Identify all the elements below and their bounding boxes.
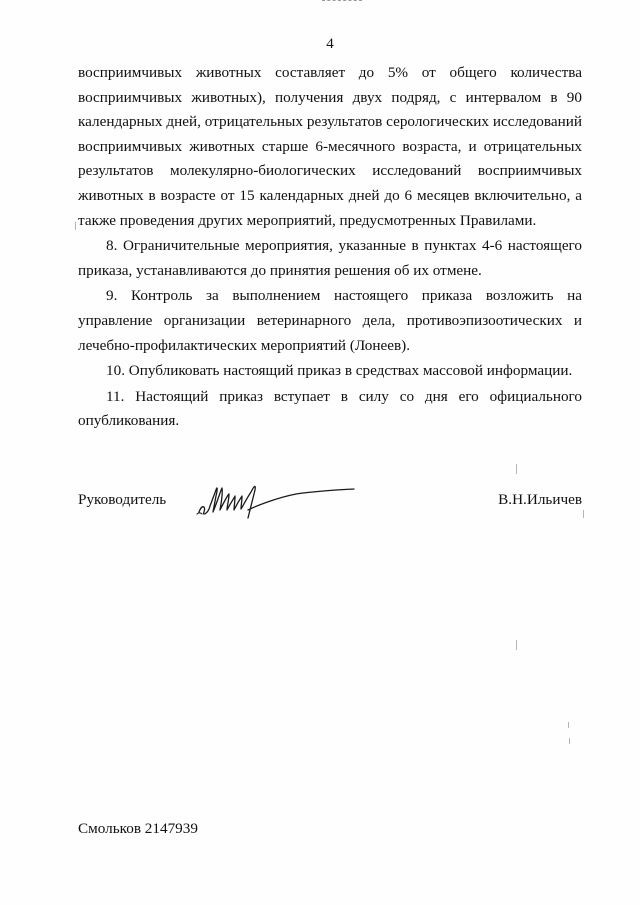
scan-speck (569, 738, 570, 744)
paragraph-item-9 (78, 284, 582, 358)
text-line: приказа, устанавливаются до принятия решения об их отмене. (78, 261, 482, 279)
text-line: лечебно-профилактических мероприятий (Лонеев). (78, 336, 411, 354)
scan-speck (583, 510, 584, 518)
scan-speck (568, 722, 569, 728)
text-line: 8. Ограничительные мероприятия, указанные в пунктах 4-6 настоящего (106, 237, 582, 255)
text-line: управление организации ветеринарного дела, противоэпизоотических и (78, 311, 582, 329)
text-line: 10. Опубликовать настоящий приказ в средствах массовой информации. (106, 362, 573, 380)
paragraph-item-8 (78, 234, 582, 283)
paragraph-continuation (78, 61, 582, 233)
page-number: 4 (326, 36, 334, 52)
paragraph-item-10 (78, 359, 582, 384)
scan-speck (516, 640, 517, 650)
text-line: опубликования. (78, 412, 180, 430)
text-line: также проведения других мероприятий, предусмотренных Правилами. (78, 211, 537, 229)
handwritten-signature (196, 476, 396, 520)
scan-speck (75, 222, 76, 230)
signatory-name: В.Н.Ильичев (498, 491, 582, 508)
scan-speck (516, 464, 517, 474)
document-body (78, 61, 582, 435)
executor-note: Смольков 2147939 (78, 820, 198, 837)
text-line: восприимчивых животных старше 6-месячного возраста, и отрицательных (78, 137, 582, 155)
signature-block (78, 488, 582, 520)
text-line: календарных дней, отрицательных результатов серологических исследований (78, 113, 582, 131)
text-line: восприимчивых животных составляет до 5% от общего количества (78, 64, 582, 81)
text-line: животных в возрасте от 15 календарных дней до 6 месяцев включительно, а (78, 186, 582, 204)
text-line: результатов молекулярно-биологических исследований восприимчивых (78, 162, 582, 180)
signatory-title: Руководитель (78, 491, 167, 508)
text-line: 11. Настоящий приказ вступает в силу со дня его официального (106, 387, 582, 405)
scan-edge-mark (322, 0, 362, 3)
paragraph-item-11 (78, 385, 582, 434)
text-line: восприимчивых животных), получения двух подряд, с интервалом в 90 (78, 88, 582, 106)
text-line: 9. Контроль за выполнением настоящего приказа возложить на (106, 287, 582, 305)
